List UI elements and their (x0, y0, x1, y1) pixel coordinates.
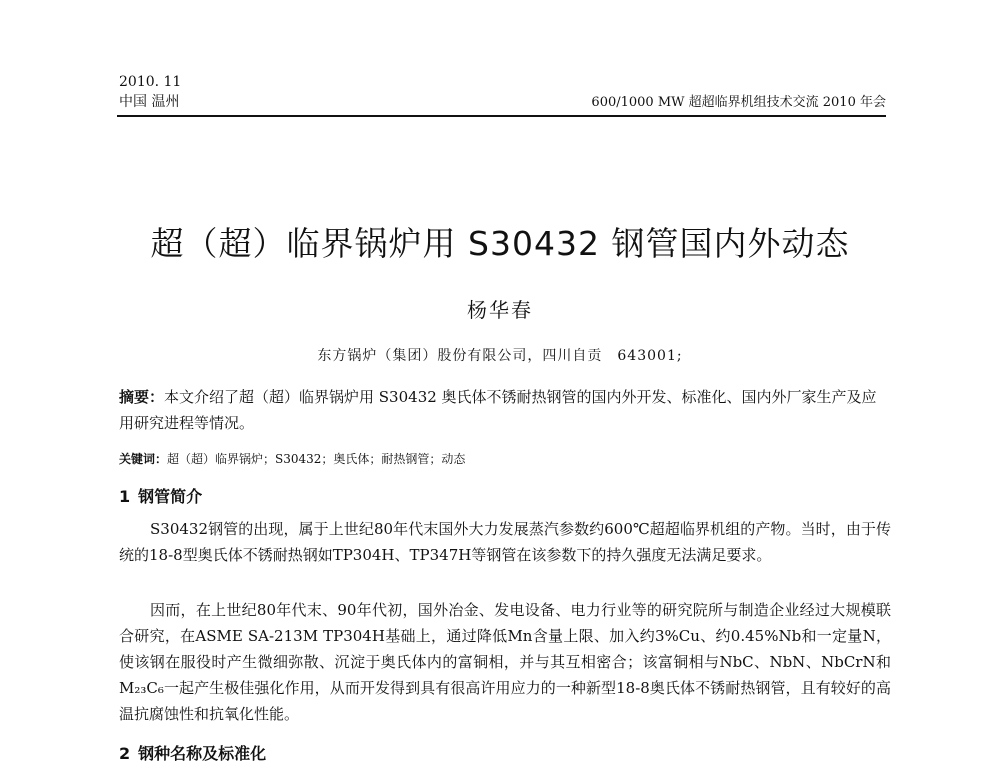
section-heading-1 (119, 485, 891, 509)
article-affiliation: 东方锅炉（集团）股份有限公司，四川自贡 643001; (317, 348, 683, 364)
paragraph: 因而，在上世纪80年代末、90年代初，国外冶金、发电设备、电力行业等的研究院所与制造企业经过大规模联合研究，在ASME SA-213M TP304H基础上，通过降低Mn含量上限、加入约3%Cu、约0.45%Nb和一定量N，使该钢在服役时产生微细弥散、沉淀于奥氏体内的富铜相，并与其互相密合；该富铜相与NbC、NbN、NbCrN和M₂₃C₆一起产生极佳强化作用，从而开发得到具有很高许用应力的一种新型18-8奥氏体不锈耐热钢管，且有较好的高温抗腐蚀性和抗氧化性能。 (119, 601, 891, 723)
abstract-text: 本文介绍了超（超）临界锅炉用 S30432 奥氏体不锈耐热钢管的国内外开发、标准化、国内外厂家生产及应用研究进程等情况。 (119, 388, 877, 432)
section-title: 钢种名称及标准化 (138, 744, 267, 763)
header-date: 2010. 11 (119, 74, 182, 90)
header-divider (117, 115, 886, 117)
article-title: 超（超）临界锅炉用 S30432 钢管国内外动态 (150, 224, 850, 263)
keywords-label: 关键词： (119, 452, 168, 466)
keywords (119, 449, 891, 469)
header-location: 中国 温州 (119, 94, 180, 110)
section-title: 钢管简介 (138, 487, 203, 506)
section-number: 2 (119, 744, 131, 763)
paragraph: S30432钢管的出现，属于上世纪80年代末国外大力发展蒸汽参数约600℃超超临界机组的产物。当时，由于传统的18-8型奥氏体不锈耐热钢如TP304H、TP347H等钢管在该参数下的持久强度无法满足要求。 (119, 520, 891, 564)
header-conference: 600/1000 MW 超超临界机组技术交流 2010 年会 (591, 95, 886, 110)
article-author: 杨华春 (467, 298, 533, 322)
abstract-label: 摘要： (119, 388, 165, 406)
section-heading-2 (119, 742, 891, 766)
keywords-text: 超（超）临界锅炉；S30432；奥氏体；耐热钢管；动态 (167, 452, 466, 466)
header-left (119, 72, 181, 112)
abstract (119, 384, 891, 436)
section-number: 1 (119, 487, 131, 506)
